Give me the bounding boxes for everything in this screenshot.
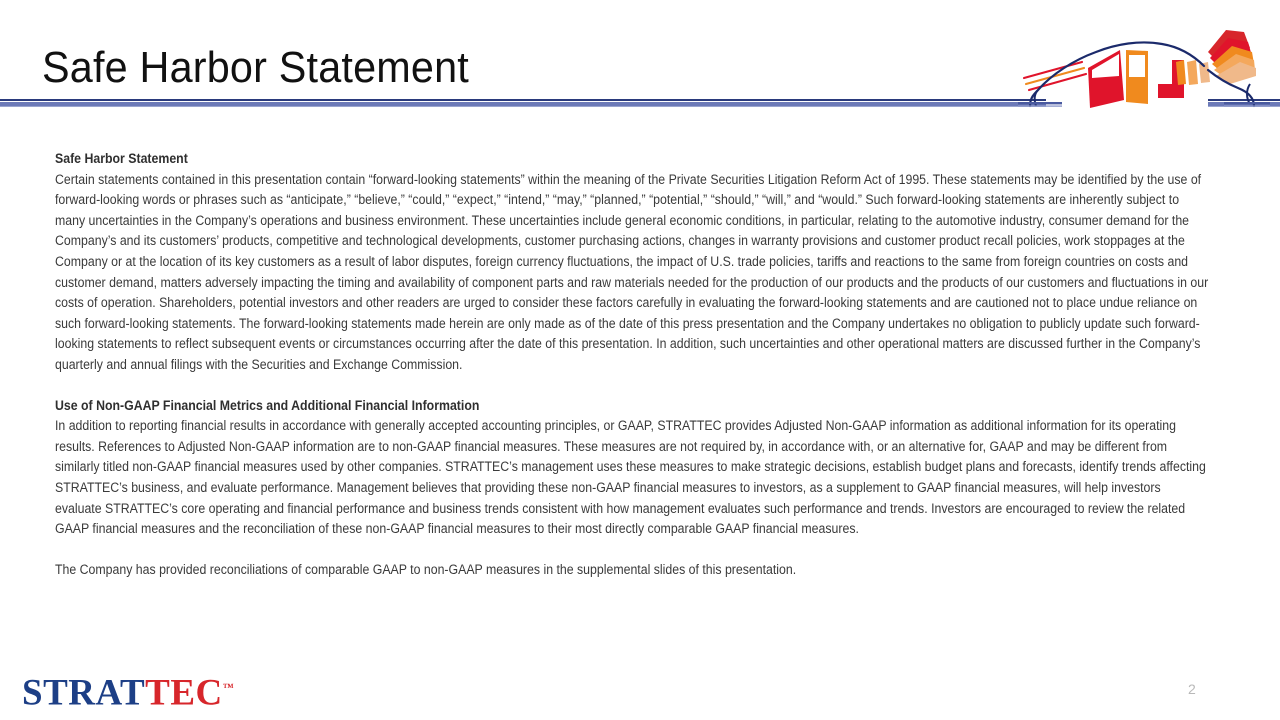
non-gaap-section <box>55 396 1210 540</box>
non-gaap-paragraph: In addition to reporting financial results in accordance with generally accepted accounting principles, or GAAP, STRATTEC provides Adjusted Non-GAAP information as additional information for its operating results. References to Adjusted Non-GAAP information are to non-GAAP financial measures. These measures are not required by, in accordance with, or an alternative for, GAAP and may be different from similarly titled non-GAAP financial measures used by other companies. STRATTEC’s management uses these measures to make strategic decisions, establish budget plans and forecasts, identify trends affecting STRATTEC’s business, and evaluate performance. Management believes that providing these non-GAAP financial measures to investors, as a supplement to GAAP financial measures, will help investors evaluate STRATTEC’s core operating and financial performance and business trends consistent with how management evaluates such performance and trends. Investors are encouraged to review the related GAAP financial measures and the reconciliation of these non-GAAP financial measures to their most directly comparable GAAP financial measures. <box>55 418 1206 537</box>
slide-footer <box>0 660 1280 720</box>
wordmark-primary: STRAT <box>22 672 146 714</box>
slide-header <box>0 0 1280 112</box>
reconciliation-section <box>55 560 1210 581</box>
slide-body <box>55 149 1210 580</box>
trademark-icon: ™ <box>222 682 234 694</box>
strattec-wordmark-logo <box>22 668 234 713</box>
page-title: Safe Harbor Statement <box>42 43 469 92</box>
reconciliation-paragraph: The Company has provided reconciliations of comparable GAAP to non-GAAP measures in the supplemental slides of this presentation. <box>55 561 797 577</box>
safe-harbor-paragraph: Certain statements contained in this presentation contain “forward-looking statements” within the meaning of the Private Securities Litigation Reform Act of 1995. These statements may be identified by the use of forward-looking words or phrases such as “anticipate,” “believe,” “could,” “expect,” “intend,” “may,” “planned,” “potential,” “should,” “will,” and “would.” Such forward-looking statements are inherently subject to many uncertainties in the Company’s operations and business environment. These uncertainties include general economic conditions, in particular, relating to the automotive industry, consumer demand for the Company’s and its customers’ products, competitive and technological developments, customer purchasing actions, changes in warranty provisions and customer product recall policies, work stoppages at the Company or at the location of its key customers as a result of labor disputes, foreign currency fluctuations, the impact of U.S. trade policies, tariffs and reactions to the same from foreign countries on costs and customer demand, matters adversely impacting the timing and availability of component parts and raw materials needed for the production of our products and the products of our customers and fluctuations in our costs of operation. Shareholders, potential investors and other readers are urged to consider these factors carefully in evaluating the forward-looking statements and are cautioned not to place undue reliance on such forward-looking statements. The forward-looking statements made herein are only made as of the date of this press presentation and the Company undertakes no obligation to publicly update such forward-looking statements to reflect subsequent events or circumstances occurring after the date of this presentation. In addition, such uncertainties and other operational matters are discussed further in the Company’s quarterly and annual filings with the Securities and Exchange Commission. <box>55 171 1209 372</box>
strattec-car-mark-icon <box>1012 22 1274 108</box>
safe-harbor-heading: Safe Harbor Statement <box>55 151 188 166</box>
non-gaap-heading: Use of Non-GAAP Financial Metrics and Additional Financial Information <box>55 397 480 413</box>
page-number: 2 <box>1188 681 1196 697</box>
wordmark-secondary: TEC <box>145 672 223 714</box>
safe-harbor-section <box>55 149 1210 376</box>
